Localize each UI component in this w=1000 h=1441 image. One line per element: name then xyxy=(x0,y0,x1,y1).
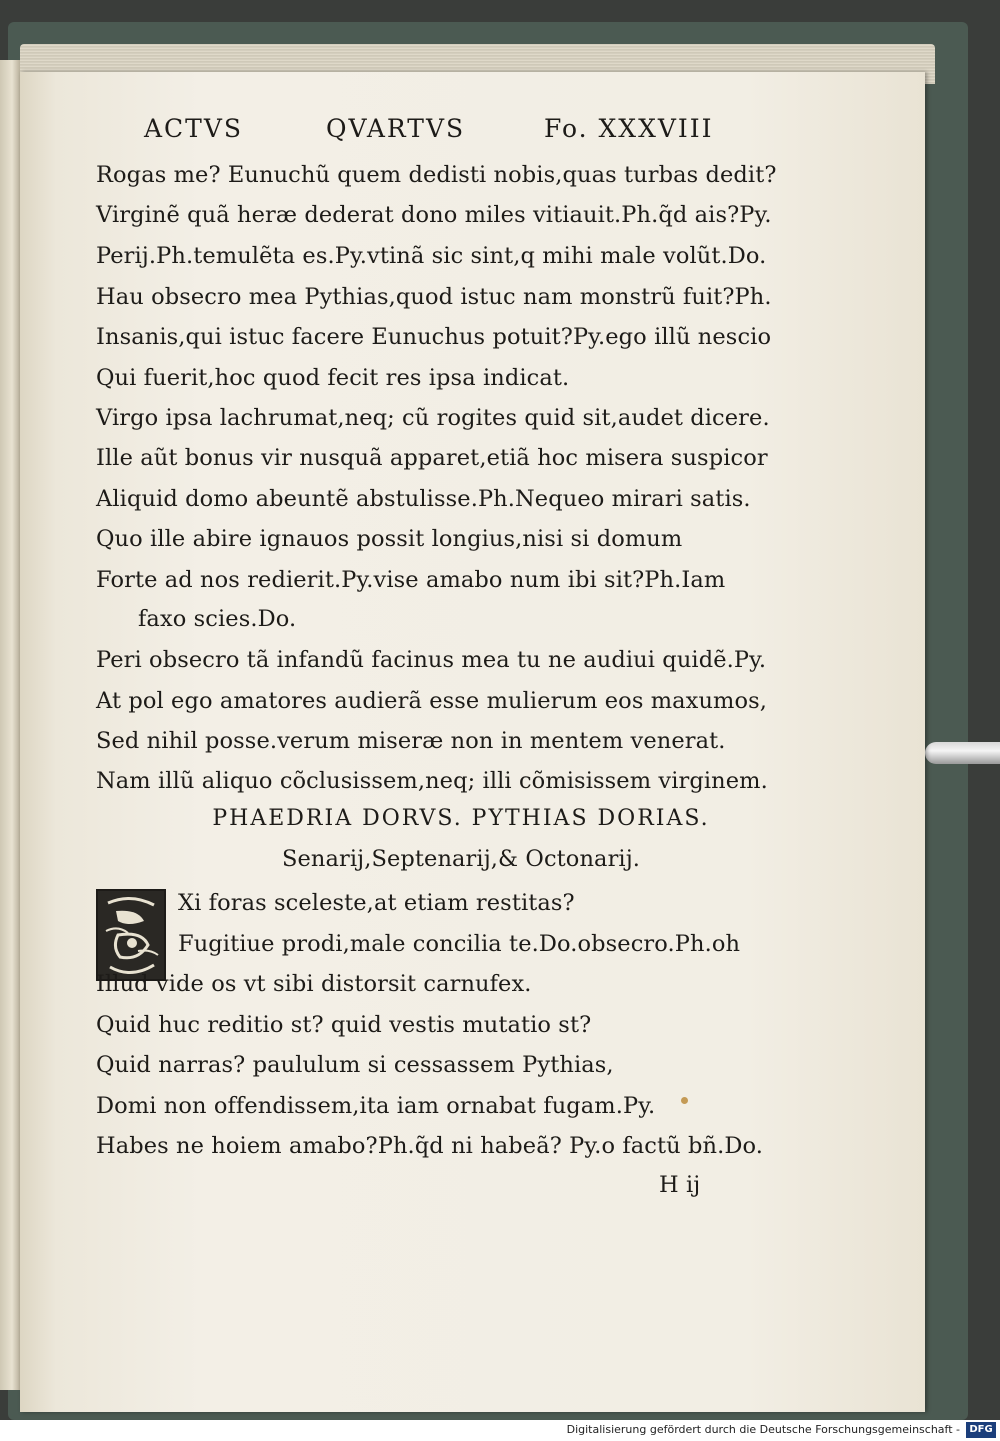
digitization-footer xyxy=(0,1420,1000,1441)
meter-note: Senarij,Septenarij,& Octonarij. xyxy=(281,846,641,872)
running-header xyxy=(96,114,836,148)
text-line: Perij.Ph.temulẽta es.Py.vtinã sic sint,q mihi male volũt.Do. xyxy=(96,243,767,269)
text-line: Domi non offendissem,ita iam ornabat fugam.Py. xyxy=(96,1093,656,1119)
footer-credit: Digitalisierung gefördert durch die Deutsche Forschungsgemeinschaft - xyxy=(566,1423,960,1436)
text-line: Virgo ipsa lachrumat,neq; cũ rogites quid sit,audet dicere. xyxy=(96,405,770,431)
text-line: Illud vide os vt sibi distorsit carnufex. xyxy=(96,971,532,997)
text-line: Habes ne hoiem amabo?Ph.q̃d ni habeã? Py.o factũ bñ.Do. xyxy=(96,1133,763,1159)
stain xyxy=(681,1097,688,1104)
header-middle: QVARTVS xyxy=(326,114,466,143)
decorated-initial-e xyxy=(96,889,166,981)
bookmark-clip xyxy=(925,742,1000,764)
text-line: Forte ad nos redierit.Py.vise amabo num ibi sit?Ph.Iam xyxy=(96,567,726,593)
text-line: Quo ille abire ignauos possit longius,nisi si domum xyxy=(96,526,683,552)
text-line: Rogas me? Eunuchũ quem dedisti nobis,quas turbas dedit? xyxy=(96,162,777,188)
folio-number: Fo. XXXVIII xyxy=(544,114,714,143)
header-left: ACTVS xyxy=(144,114,244,143)
text-line: Insanis,qui istuc facere Eunuchus potuit?Py.ego illũ nescio xyxy=(96,324,772,350)
facing-page-edge xyxy=(0,60,20,1390)
text-line: Qui fuerit,hoc quod fecit res ipsa indicat. xyxy=(96,365,570,391)
signature-mark: H ij xyxy=(659,1172,701,1198)
text-line: Nam illũ aliquo cõclusissem,neq; illi cõmisissem virginem. xyxy=(96,768,768,794)
text-line: Sed nihil posse.verum miseræ non in mentem venerat. xyxy=(96,728,726,754)
text-line: Fugitiue prodi,male concilia te.Do.obsecro.Ph.oh xyxy=(178,931,741,957)
text-line: Quid narras? paululum si cessassem Pythias, xyxy=(96,1052,614,1078)
book-page xyxy=(20,72,925,1412)
text-line: At pol ego amatores audierã esse mulierum eos maxumos, xyxy=(96,688,768,714)
text-line: Hau obsecro mea Pythias,quod istuc nam monstrũ fuit?Ph. xyxy=(96,284,772,310)
text-line: Xi foras sceleste,at etiam restitas? xyxy=(178,890,575,916)
text-line: Aliquid domo abeuntẽ abstulisse.Ph.Nequeo mirari satis. xyxy=(96,486,751,512)
dfg-logo[interactable]: DFG xyxy=(966,1422,996,1438)
scene-characters: PHAEDRIA DORVS. PYTHIAS DORIAS. xyxy=(212,806,710,831)
text-line: Peri obsecro tã infandũ facinus mea tu ne audiui quidẽ.Py. xyxy=(96,647,767,673)
text-line: Virginẽ quã heræ dederat dono miles vitiauit.Ph.q̃d ais?Py. xyxy=(96,202,772,228)
text-line: Quid huc reditio st? quid vestis mutatio st? xyxy=(96,1012,592,1038)
text-line: faxo scies.Do. xyxy=(138,606,297,632)
text-line: Ille aũt bonus vir nusquã apparet,etiã hoc misera suspicor xyxy=(96,445,768,471)
